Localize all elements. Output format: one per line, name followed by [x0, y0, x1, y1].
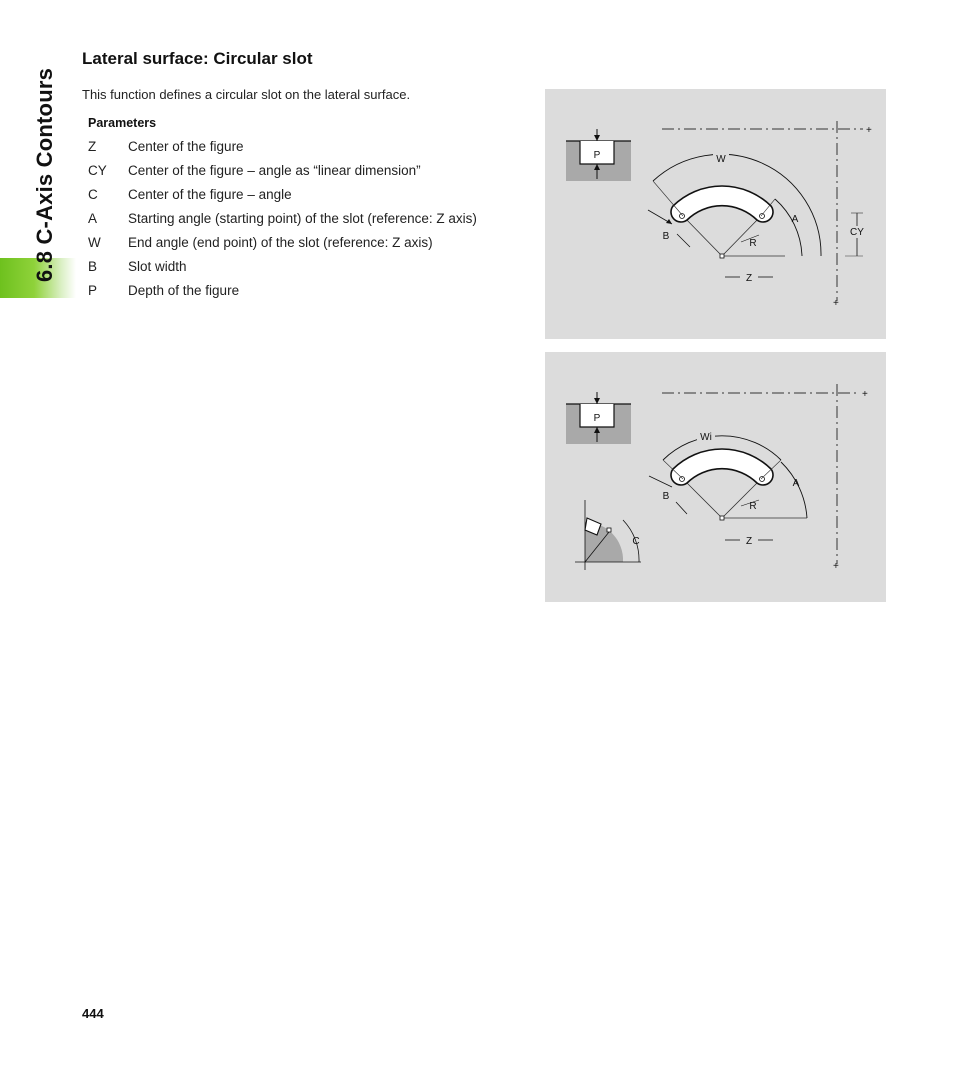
parameter-row	[88, 235, 528, 255]
label-w: W	[716, 154, 726, 165]
label-c: C	[632, 536, 640, 547]
slot-diagram-2-svg	[545, 352, 886, 602]
label-wi: Wi	[700, 432, 712, 443]
label-a: A	[792, 478, 800, 489]
label-a: A	[791, 214, 799, 225]
section-title: 6.8 C-Axis Contours	[32, 67, 57, 283]
parameter-row	[88, 211, 528, 231]
svg-text:+: +	[833, 298, 839, 309]
parameter-description: Center of the figure – angle as “linear dimension”	[128, 163, 421, 178]
label-b: B	[662, 491, 670, 502]
parameter-row	[88, 187, 528, 207]
page-heading: Lateral surface: Circular slot	[82, 49, 313, 68]
label-cy: CY	[850, 227, 864, 238]
parameter-key: P	[88, 283, 98, 298]
label-p: P	[593, 150, 601, 161]
section-tab	[26, 52, 64, 298]
slot-diagram-1-svg	[545, 89, 886, 339]
intro-text: This function defines a circular slot on the lateral surface.	[82, 87, 411, 102]
parameter-row	[88, 283, 528, 303]
slot-diagram-2	[545, 352, 886, 602]
slot-diagram-1	[545, 89, 886, 339]
label-z: Z	[745, 273, 753, 284]
svg-text:+: +	[833, 561, 839, 572]
parameter-description: End angle (end point) of the slot (reference: Z axis)	[128, 235, 433, 250]
parameter-row	[88, 163, 528, 183]
parameter-description: Center of the figure – angle	[128, 187, 292, 202]
label-r: R	[749, 238, 757, 249]
svg-text:+: +	[866, 125, 872, 136]
parameter-description: Slot width	[128, 259, 187, 274]
label-z: Z	[745, 536, 753, 547]
parameter-key: C	[88, 187, 98, 202]
parameter-description: Center of the figure	[128, 139, 244, 154]
page-number: 444	[82, 1006, 104, 1021]
parameter-row	[88, 139, 528, 159]
parameter-row	[88, 259, 528, 279]
parameter-description: Depth of the figure	[128, 283, 240, 298]
parameter-key: A	[88, 211, 98, 226]
parameters-title: Parameters	[88, 116, 157, 130]
parameter-key: Z	[88, 139, 97, 154]
svg-text:+: +	[862, 389, 868, 400]
label-r: R	[749, 501, 757, 512]
label-b: B	[662, 231, 670, 242]
parameter-key: W	[88, 235, 101, 250]
parameter-key: CY	[88, 163, 107, 178]
parameter-key: B	[88, 259, 98, 274]
label-p: P	[593, 413, 601, 424]
parameter-description: Starting angle (starting point) of the slot (reference: Z axis)	[128, 211, 477, 226]
